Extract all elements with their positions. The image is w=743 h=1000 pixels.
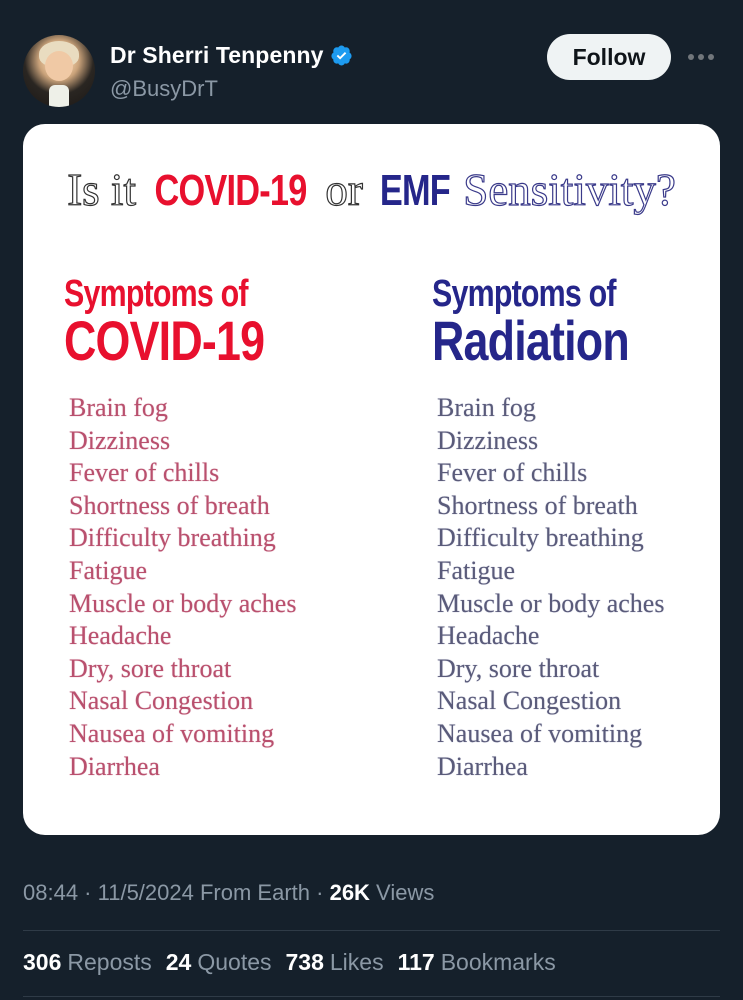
- list-item: Shortness of breath: [69, 490, 270, 520]
- radiation-symptom-list: [437, 392, 664, 783]
- bookmarks-label: Bookmarks: [440, 949, 556, 975]
- covid-column-title-line2: COVID-19: [64, 309, 265, 372]
- headline-part2: or: [314, 165, 375, 215]
- reposts-count: 306: [23, 949, 62, 975]
- separator: ·: [310, 880, 330, 905]
- tweet-source: From Earth: [193, 880, 311, 905]
- views-label: Views: [369, 880, 435, 905]
- tweet-date[interactable]: 11/5/2024: [97, 880, 194, 905]
- list-item: Dizziness: [437, 425, 539, 455]
- list-item: Diarrhea: [69, 751, 160, 781]
- tweet-time[interactable]: 08:44: [23, 880, 79, 905]
- list-item: Muscle or body aches: [437, 588, 665, 618]
- list-item: Fever of chills: [69, 458, 220, 488]
- headline-part3: Sensitivity?: [452, 165, 676, 215]
- covid-symptom-list: [69, 392, 296, 783]
- author-handle[interactable]: @BusyDrT: [110, 76, 218, 101]
- list-item: Shortness of breath: [437, 490, 638, 520]
- more-options-icon[interactable]: [688, 50, 718, 64]
- list-item: Fever of chills: [437, 458, 588, 488]
- dot: [698, 54, 704, 60]
- tweet-metadata: [23, 880, 434, 906]
- likes-count: 738: [285, 949, 324, 975]
- likes-stat[interactable]: [286, 949, 384, 976]
- bookmarks-count: 117: [397, 949, 435, 975]
- list-item: Muscle or body aches: [69, 588, 297, 618]
- list-item: Diarrhea: [437, 751, 528, 781]
- likes-label: Likes: [329, 949, 384, 975]
- follow-button[interactable]: Follow: [547, 34, 671, 80]
- bookmarks-stat[interactable]: [398, 949, 556, 976]
- radiation-column-title-line2: Radiation: [432, 309, 629, 372]
- list-item: Nausea of vomiting: [437, 718, 643, 748]
- list-item: Headache: [437, 621, 540, 651]
- tweet-image[interactable]: [23, 124, 720, 835]
- author-name-row: [110, 42, 353, 69]
- radiation-symptoms-column: [432, 273, 678, 781]
- covid-column-title-line1: Symptoms of: [64, 273, 248, 315]
- tweet-header: [0, 0, 743, 120]
- radiation-column-title-line1: Symptoms of: [432, 273, 616, 315]
- list-item: Difficulty breathing: [437, 523, 644, 553]
- verified-badge-icon: [330, 44, 353, 67]
- divider: [23, 930, 720, 931]
- quotes-count: 24: [165, 949, 192, 975]
- headline-covid: COVID-19: [154, 166, 307, 215]
- reposts-label: Reposts: [67, 949, 152, 975]
- reposts-stat[interactable]: [23, 949, 152, 976]
- list-item: Nasal Congestion: [69, 686, 254, 716]
- image-headline: [23, 162, 720, 219]
- list-item: Fatigue: [437, 555, 515, 585]
- author-display-name[interactable]: Dr Sherri Tenpenny: [110, 42, 324, 68]
- headline-emf: EMF: [380, 166, 451, 215]
- dot: [708, 54, 714, 60]
- avatar[interactable]: [23, 35, 95, 107]
- list-item: Difficulty breathing: [69, 523, 276, 553]
- divider: [23, 996, 720, 997]
- list-item: Brain fog: [437, 393, 536, 422]
- quotes-label: Quotes: [197, 949, 272, 975]
- dot: [688, 54, 694, 60]
- list-item: Fatigue: [69, 555, 147, 585]
- covid-symptoms-column: [64, 273, 314, 781]
- list-item: Headache: [69, 621, 172, 651]
- list-item: Dry, sore throat: [69, 653, 232, 683]
- quotes-stat[interactable]: [166, 949, 272, 976]
- avatar-face: [45, 51, 73, 81]
- list-item: Nausea of vomiting: [69, 718, 275, 748]
- headline-part1: Is it: [67, 165, 148, 215]
- list-item: Nasal Congestion: [437, 686, 622, 716]
- list-item: Brain fog: [69, 393, 168, 422]
- engagement-stats: [23, 949, 556, 976]
- list-item: Dry, sore throat: [437, 653, 600, 683]
- list-item: Dizziness: [69, 425, 171, 455]
- separator: ·: [78, 880, 98, 905]
- views-count: 26K: [329, 880, 370, 905]
- avatar-collar: [49, 85, 69, 107]
